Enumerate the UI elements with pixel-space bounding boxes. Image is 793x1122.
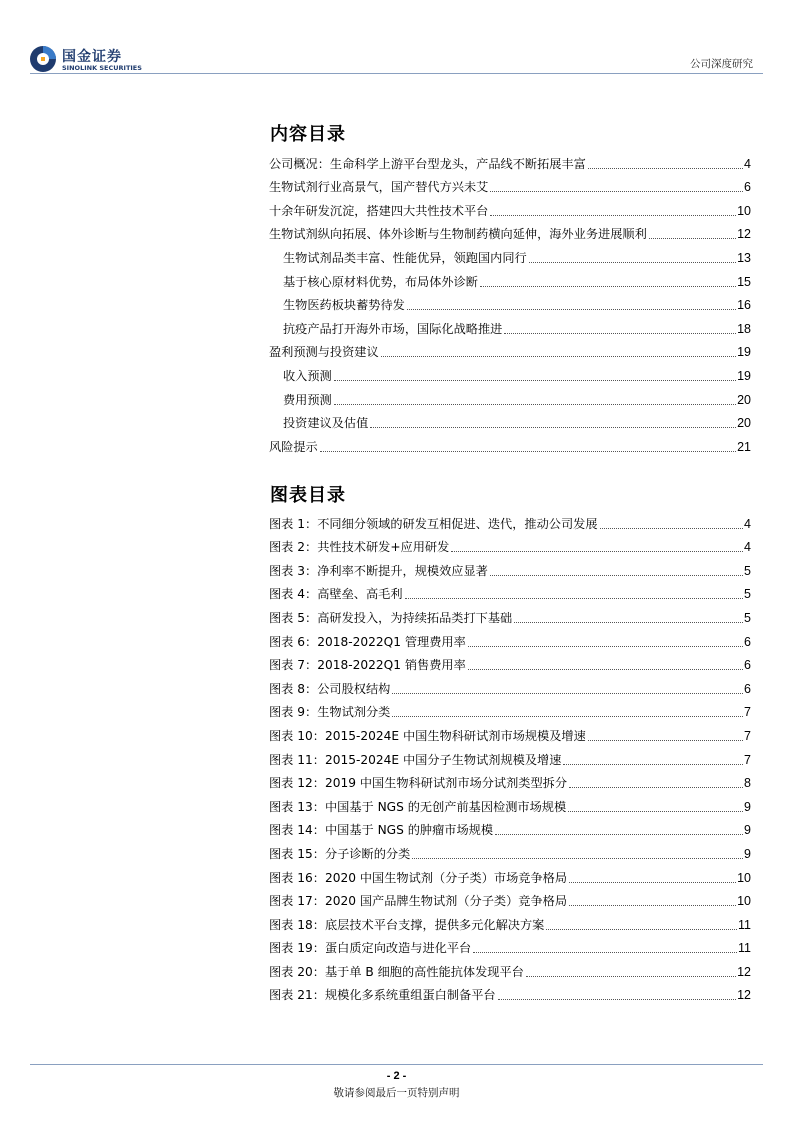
entry-label: 图表 19：蛋白质定向改造与进化平台: [269, 941, 472, 956]
figure-entry[interactable]: [269, 815, 751, 839]
entry-label: 抗疫产品打开海外市场，国际化战略推进: [283, 321, 503, 336]
report-type: 公司深度研究: [690, 58, 753, 70]
figure-entry[interactable]: [269, 602, 751, 626]
figure-entry[interactable]: [269, 532, 751, 556]
figure-entry[interactable]: [269, 673, 751, 697]
entry-label: 图表 14：中国基于 NGS 的肿瘤市场规模: [269, 823, 494, 838]
dot-leader: [480, 286, 736, 287]
dot-leader: [569, 787, 743, 788]
entry-page-number: 18: [737, 321, 751, 336]
toc-entry[interactable]: [269, 219, 751, 243]
entry-page-number: 16: [737, 298, 751, 313]
entry-page-number: 4: [744, 156, 751, 171]
logo-english-name: SINOLINK SECURITIES: [62, 64, 142, 72]
figure-entry[interactable]: [269, 838, 751, 862]
entry-page-number: 20: [737, 416, 751, 431]
entry-page-number: 5: [744, 587, 751, 602]
figure-entry[interactable]: [269, 933, 751, 957]
figure-entry[interactable]: [269, 650, 751, 674]
entry-page-number: 5: [744, 610, 751, 625]
entry-label: 图表 2：共性技术研发+应用研发: [269, 540, 450, 555]
entry-label: 生物试剂行业高景气，国产替代方兴未艾: [269, 180, 489, 195]
figure-entry[interactable]: [269, 956, 751, 980]
entry-page-number: 6: [744, 681, 751, 696]
dot-leader: [563, 764, 743, 765]
dot-leader: [569, 882, 736, 883]
entry-page-number: 4: [744, 516, 751, 531]
entry-label: 图表 5：高研发投入，为持续拓品类打下基础: [269, 610, 513, 625]
page-header: [0, 0, 793, 80]
page-number: - 2 -: [386, 1070, 407, 1082]
entry-label: 图表 1：不同细分领域的研发互相促进、迭代，推动公司发展: [269, 516, 598, 531]
toc-entry[interactable]: [269, 195, 751, 219]
figure-entry[interactable]: [269, 579, 751, 603]
entry-label: 图表 4：高壁垒、高毛利: [269, 587, 403, 602]
figure-entry[interactable]: [269, 862, 751, 886]
dot-leader: [320, 451, 736, 452]
figure-entry[interactable]: [269, 508, 751, 532]
entry-label: 生物试剂纵向拓展、体外诊断与生物制药横向延伸，海外业务进展顺利: [269, 227, 647, 242]
dot-leader: [412, 858, 743, 859]
toc-entry[interactable]: [269, 337, 751, 361]
entry-page-number: 9: [744, 799, 751, 814]
entry-label: 费用预测: [283, 392, 332, 407]
entry-page-number: 4: [744, 540, 751, 555]
entry-label: 图表 3：净利率不断提升，规模效应显著: [269, 563, 488, 578]
entry-label: 图表 7：2018-2022Q1 销售费用率: [269, 658, 466, 673]
toc-entry[interactable]: [269, 266, 751, 290]
entry-label: 图表 12：2019 中国生物科研试剂市场分试剂类型拆分: [269, 776, 568, 791]
dot-leader: [405, 598, 744, 599]
entry-page-number: 19: [737, 368, 751, 383]
entry-label: 图表 15：分子诊断的分类: [269, 846, 411, 861]
dot-leader: [490, 575, 743, 576]
dot-leader: [407, 309, 736, 310]
entry-label: 十余年研发沉淀，搭建四大共性技术平台: [269, 203, 489, 218]
entry-page-number: 5: [744, 563, 751, 578]
entry-page-number: 11: [738, 941, 751, 956]
dot-leader: [490, 191, 743, 192]
dot-leader: [334, 404, 736, 405]
entry-page-number: 10: [737, 894, 751, 909]
figure-entry[interactable]: [269, 555, 751, 579]
entry-page-number: 12: [737, 227, 751, 242]
header-divider: [30, 73, 763, 74]
figure-entry[interactable]: [269, 744, 751, 768]
dot-leader: [468, 646, 743, 647]
dot-leader: [546, 929, 737, 930]
toc-entry[interactable]: [269, 290, 751, 314]
dot-leader: [529, 262, 736, 263]
dot-leader: [468, 669, 743, 670]
entry-page-number: 9: [744, 823, 751, 838]
entry-page-number: 13: [737, 250, 751, 265]
figure-entry[interactable]: [269, 697, 751, 721]
dot-leader: [381, 356, 736, 357]
dot-leader: [495, 834, 743, 835]
entry-label: 风险提示: [269, 439, 318, 454]
entry-label: 图表 18：底层技术平台支撑，提供多元化解决方案: [269, 917, 545, 932]
entry-page-number: 6: [744, 180, 751, 195]
entry-label: 图表 21：规模化多系统重组蛋白制备平台: [269, 988, 496, 1003]
figure-entry[interactable]: [269, 626, 751, 650]
figure-entry[interactable]: [269, 768, 751, 792]
toc-entry[interactable]: [269, 242, 751, 266]
entry-page-number: 7: [744, 752, 751, 767]
dot-leader: [392, 693, 743, 694]
toc-entry[interactable]: [269, 384, 751, 408]
dot-leader: [649, 238, 736, 239]
entry-label: 图表 9：生物试剂分类: [269, 705, 391, 720]
toc-entry[interactable]: [269, 431, 751, 455]
entry-label: 投资建议及估值: [283, 416, 369, 431]
contents-list: [269, 148, 751, 455]
sinolink-logo-icon: [28, 44, 58, 74]
entry-page-number: 6: [744, 634, 751, 649]
entry-page-number: 12: [737, 988, 751, 1003]
entry-page-number: 20: [737, 392, 751, 407]
figure-entry[interactable]: [269, 720, 751, 744]
dot-leader: [588, 740, 743, 741]
entry-page-number: 12: [737, 964, 751, 979]
dot-leader: [588, 168, 743, 169]
entry-label: 基于核心原材料优势，布局体外诊断: [283, 274, 478, 289]
dot-leader: [600, 528, 744, 529]
dot-leader: [370, 427, 736, 428]
dot-leader: [498, 999, 737, 1000]
dot-leader: [451, 551, 743, 552]
dot-leader: [473, 952, 737, 953]
figure-entry[interactable]: [269, 980, 751, 1004]
entry-label: 生物试剂品类丰富、性能优异，领跑国内同行: [283, 250, 527, 265]
toc-entry[interactable]: [269, 408, 751, 432]
dot-leader: [490, 215, 736, 216]
figures-title: 图表目录: [270, 485, 346, 506]
figure-entry[interactable]: [269, 886, 751, 910]
entry-page-number: 19: [737, 345, 751, 360]
entry-page-number: 10: [737, 870, 751, 885]
dot-leader: [392, 716, 743, 717]
entry-page-number: 15: [737, 274, 751, 289]
figure-entry[interactable]: [269, 791, 751, 815]
entry-label: 图表 11：2015-2024E 中国分子生物试剂规模及增速: [269, 752, 562, 767]
contents-title: 内容目录: [270, 124, 346, 145]
toc-entry[interactable]: [269, 172, 751, 196]
entry-label: 图表 10：2015-2024E 中国生物科研试剂市场规模及增速: [269, 728, 586, 743]
dot-leader: [334, 380, 736, 381]
entry-label: 生物医药板块蓄势待发: [283, 298, 405, 313]
entry-page-number: 7: [744, 728, 751, 743]
sinolink-logo: [28, 44, 158, 76]
entry-label: 图表 6：2018-2022Q1 管理费用率: [269, 634, 466, 649]
dot-leader: [514, 622, 743, 623]
logo-chinese-name: 国金证券: [62, 49, 122, 65]
toc-entry[interactable]: [269, 360, 751, 384]
dot-leader: [526, 976, 736, 977]
entry-label: 收入预测: [283, 368, 332, 383]
entry-page-number: 6: [744, 658, 751, 673]
entry-label: 盈利预测与投资建议: [269, 345, 379, 360]
footer-divider: [30, 1064, 763, 1065]
entry-label: 图表 8：公司股权结构: [269, 681, 391, 696]
entry-page-number: 8: [744, 776, 751, 791]
disclaimer-note: 敬请参阅最后一页特别声明: [333, 1087, 460, 1099]
entry-page-number: 7: [744, 705, 751, 720]
entry-page-number: 9: [744, 846, 751, 861]
figure-entry[interactable]: [269, 909, 751, 933]
figures-list: [269, 508, 751, 1003]
entry-label: 图表 17：2020 国产品牌生物试剂（分子类）竞争格局: [269, 894, 568, 909]
entry-label: 图表 13：中国基于 NGS 的无创产前基因检测市场规模: [269, 799, 567, 814]
dot-leader: [568, 811, 743, 812]
entry-label: 公司概况：生命科学上游平台型龙头，产品线不断拓展丰富: [269, 156, 586, 171]
entry-page-number: 21: [737, 439, 751, 454]
entry-page-number: 10: [737, 203, 751, 218]
entry-page-number: 11: [738, 917, 751, 932]
entry-label: 图表 16：2020 中国生物试剂（分子类）市场竞争格局: [269, 870, 568, 885]
toc-entry[interactable]: [269, 148, 751, 172]
dot-leader: [504, 333, 736, 334]
entry-label: 图表 20：基于单 B 细胞的高性能抗体发现平台: [269, 964, 524, 979]
dot-leader: [569, 905, 736, 906]
toc-entry[interactable]: [269, 313, 751, 337]
